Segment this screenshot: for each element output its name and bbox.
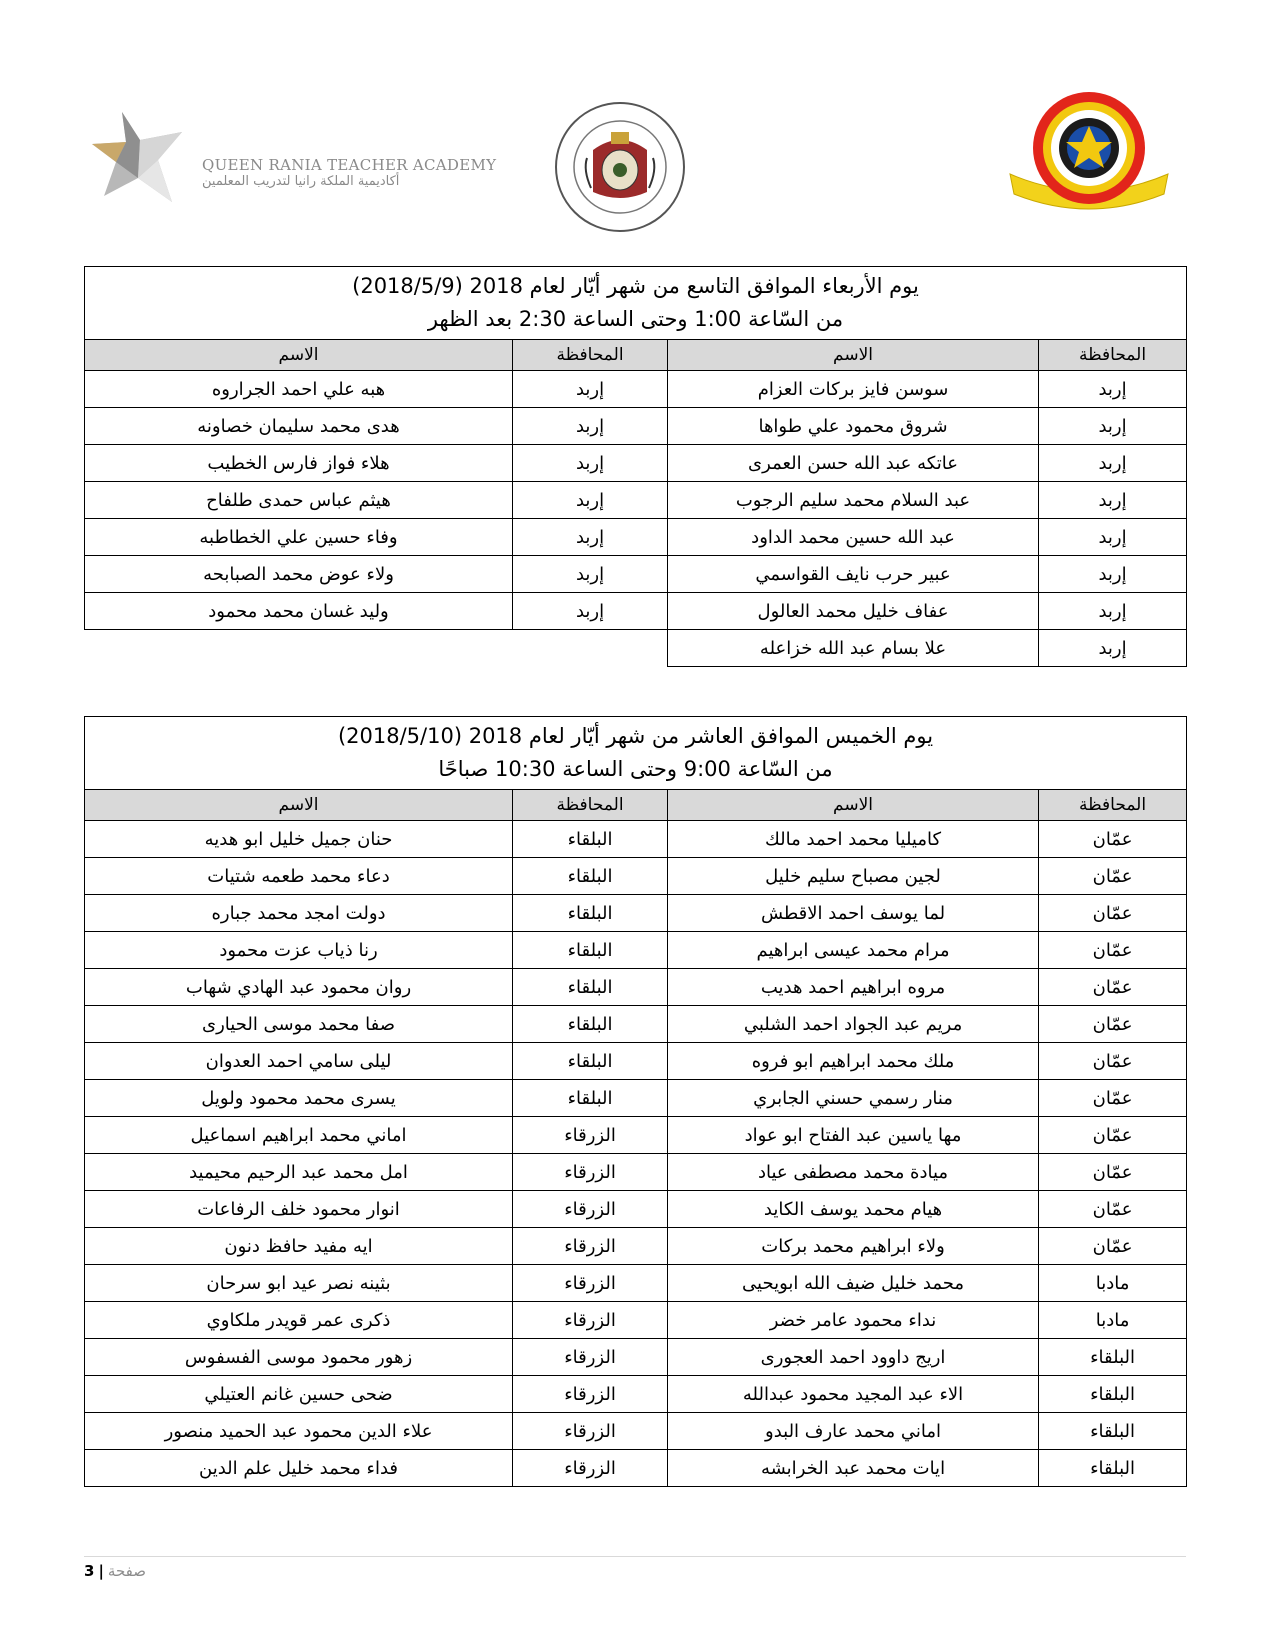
name-cell: نداء محمود عامر خضر — [668, 1302, 1039, 1339]
table-row — [85, 1154, 1187, 1191]
name-cell: روان محمود عبد الهادي شهاب — [85, 969, 513, 1006]
column-header-name: الاسم — [668, 340, 1039, 371]
province-cell: عمّان — [1039, 1043, 1187, 1080]
table-header-row — [85, 340, 1187, 371]
name-cell: ايه مفيد حافظ دنون — [85, 1228, 513, 1265]
name-cell: فداء محمد خليل علم الدين — [85, 1450, 513, 1487]
province-cell: الزرقاء — [513, 1450, 668, 1487]
academy-star-icon — [92, 110, 197, 210]
name-cell: ميادة محمد مصطفى عياد — [668, 1154, 1039, 1191]
province-cell: البلقاء — [1039, 1413, 1187, 1450]
province-cell: البلقاء — [513, 895, 668, 932]
page-footer — [84, 1562, 146, 1580]
province-cell: عمّان — [1039, 1191, 1187, 1228]
table-row — [85, 1117, 1187, 1154]
name-cell: انوار محمود خلف الرفاعات — [85, 1191, 513, 1228]
session-title — [85, 717, 1187, 790]
name-cell: هدى محمد سليمان خصاونه — [85, 408, 513, 445]
name-cell: ذكرى عمر قويدر ملكاوي — [85, 1302, 513, 1339]
province-cell: إربد — [1039, 482, 1187, 519]
province-cell: البلقاء — [513, 821, 668, 858]
name-cell: يسرى محمد محمود ولويل — [85, 1080, 513, 1117]
table-row — [85, 821, 1187, 858]
table-row — [85, 519, 1187, 556]
name-cell: هبه علي احمد الجراروه — [85, 371, 513, 408]
session-title — [85, 267, 1187, 340]
province-cell: إربد — [513, 519, 668, 556]
province-cell: البلقاء — [513, 1043, 668, 1080]
name-cell: صفا محمد موسى الحيارى — [85, 1006, 513, 1043]
table-row — [85, 1043, 1187, 1080]
name-cell: عبد السلام محمد سليم الرجوب — [668, 482, 1039, 519]
table-row — [85, 408, 1187, 445]
province-cell: عمّان — [1039, 1006, 1187, 1043]
ministry-of-education-emblem — [553, 100, 687, 234]
name-cell: شروق محمود علي طواها — [668, 408, 1039, 445]
name-cell: ملك محمد ابراهيم ابو فروه — [668, 1043, 1039, 1080]
province-cell: عمّان — [1039, 821, 1187, 858]
province-cell: الزرقاء — [513, 1117, 668, 1154]
province-cell: عمّان — [1039, 858, 1187, 895]
table-row — [85, 593, 1187, 630]
province-cell: الزرقاء — [513, 1339, 668, 1376]
province-cell: الزرقاء — [513, 1154, 668, 1191]
province-cell: عمّان — [1039, 1117, 1187, 1154]
name-cell: عبير حرب نايف القواسمي — [668, 556, 1039, 593]
name-cell: اريج داوود احمد العجورى — [668, 1339, 1039, 1376]
province-cell: الزرقاء — [513, 1191, 668, 1228]
column-header-province: المحافظة — [1039, 340, 1187, 371]
name-cell: مروه ابراهيم احمد هديب — [668, 969, 1039, 1006]
name-cell: بثينه نصر عيد ابو سرحان — [85, 1265, 513, 1302]
province-cell: الزرقاء — [513, 1265, 668, 1302]
province-cell: إربد — [1039, 556, 1187, 593]
province-cell: إربد — [513, 408, 668, 445]
page-word: صفحة — [107, 1562, 146, 1580]
name-cell: مرام محمد عيسى ابراهيم — [668, 932, 1039, 969]
name-cell: عبد الله حسين محمد الداود — [668, 519, 1039, 556]
province-cell: مادبا — [1039, 1302, 1187, 1339]
name-cell: ليلى سامي احمد العدوان — [85, 1043, 513, 1080]
table-row — [85, 1376, 1187, 1413]
name-cell: هيام محمد يوسف الكايد — [668, 1191, 1039, 1228]
name-cell: مريم عبد الجواد احمد الشلبي — [668, 1006, 1039, 1043]
table-row — [85, 1191, 1187, 1228]
column-header-name: الاسم — [668, 790, 1039, 821]
name-cell: وليد غسان محمد محمود — [85, 593, 513, 630]
province-cell: الزرقاء — [513, 1376, 668, 1413]
session-time: من السّاعة 9:00 وحتى الساعة 10:30 صباحًا — [438, 757, 833, 781]
footer-separator: | — [98, 1562, 104, 1580]
name-cell: مها ياسين عبد الفتاح ابو عواد — [668, 1117, 1039, 1154]
table-row — [85, 482, 1187, 519]
province-cell: الزرقاء — [513, 1413, 668, 1450]
province-cell: عمّان — [1039, 932, 1187, 969]
province-cell: البلقاء — [513, 1080, 668, 1117]
province-cell: إربد — [513, 556, 668, 593]
province-cell: إربد — [1039, 371, 1187, 408]
province-cell: البلقاء — [513, 858, 668, 895]
name-cell: عاتكه عبد الله حسن العمرى — [668, 445, 1039, 482]
page-number: 3 — [84, 1562, 95, 1580]
name-cell: منار رسمي حسني الجابري — [668, 1080, 1039, 1117]
province-cell: عمّان — [1039, 1154, 1187, 1191]
table-row — [85, 556, 1187, 593]
province-cell: إربد — [513, 371, 668, 408]
province-cell: الزرقاء — [513, 1302, 668, 1339]
session-table-thursday — [84, 716, 1187, 1487]
province-cell: البلقاء — [513, 932, 668, 969]
province-cell: البلقاء — [513, 969, 668, 1006]
name-cell: لجين مصباح سليم خليل — [668, 858, 1039, 895]
province-cell: عمّان — [1039, 969, 1187, 1006]
table-row — [85, 1450, 1187, 1487]
table-row — [85, 1228, 1187, 1265]
name-cell: ولاء عوض محمد الصبابحه — [85, 556, 513, 593]
name-cell: اماني محمد عارف البدو — [668, 1413, 1039, 1450]
table-row — [85, 969, 1187, 1006]
table-row — [85, 895, 1187, 932]
name-cell: ايات محمد عبد الخرابشه — [668, 1450, 1039, 1487]
province-cell: إربد — [1039, 445, 1187, 482]
table-row — [85, 1006, 1187, 1043]
name-cell: وفاء حسين علي الخطاطبه — [85, 519, 513, 556]
name-cell: زهور محمود موسى الفسفوس — [85, 1339, 513, 1376]
name-cell: اماني محمد ابراهيم اسماعيل — [85, 1117, 513, 1154]
name-cell: الاء عبد المجيد محمود عبدالله — [668, 1376, 1039, 1413]
empty-cell — [513, 630, 668, 667]
name-cell: دولت امجد محمد جباره — [85, 895, 513, 932]
civil-service-bureau-logo — [1004, 90, 1174, 220]
name-cell: علا بسام عبد الله خزاعله — [668, 630, 1039, 667]
column-header-name: الاسم — [85, 340, 513, 371]
column-header-province: المحافظة — [1039, 790, 1187, 821]
academy-name-arabic: أكاديمية الملكة رانيا لتدريب المعلمين — [202, 174, 400, 189]
province-cell: مادبا — [1039, 1265, 1187, 1302]
queen-rania-academy-logo — [92, 110, 497, 210]
empty-cell — [85, 630, 513, 667]
province-cell: البلقاء — [1039, 1376, 1187, 1413]
name-cell: سوسن فايز بركات العزام — [668, 371, 1039, 408]
province-cell: الزرقاء — [513, 1228, 668, 1265]
name-cell: عفاف خليل محمد العالول — [668, 593, 1039, 630]
session-date: يوم الخميس الموافق العاشر من شهر أيّار لعام 2018 (2018/5/10) — [337, 724, 934, 748]
column-header-province: المحافظة — [513, 790, 668, 821]
table-row — [85, 1080, 1187, 1117]
province-cell: عمّان — [1039, 1080, 1187, 1117]
name-cell: كاميليا محمد احمد مالك — [668, 821, 1039, 858]
academy-name-english: QUEEN RANIA TEACHER ACADEMY — [202, 156, 497, 174]
province-cell: عمّان — [1039, 895, 1187, 932]
table-row — [85, 1413, 1187, 1450]
province-cell: إربد — [513, 593, 668, 630]
table-row — [85, 630, 1187, 667]
table-row — [85, 1339, 1187, 1376]
name-cell: هيثم عباس حمدى طلفاح — [85, 482, 513, 519]
session-time: من السّاعة 1:00 وحتى الساعة 2:30 بعد الظهر — [427, 307, 844, 331]
name-cell: هلاء فواز فارس الخطيب — [85, 445, 513, 482]
province-cell: عمّان — [1039, 1228, 1187, 1265]
name-cell: امل محمد عبد الرحيم محيميد — [85, 1154, 513, 1191]
table-row — [85, 1302, 1187, 1339]
session-table-wednesday — [84, 266, 1187, 667]
table-header-row — [85, 790, 1187, 821]
province-cell: إربد — [513, 445, 668, 482]
logos-header — [0, 90, 1275, 230]
footer-divider — [84, 1556, 1186, 1557]
session-date: يوم الأربعاء الموافق التاسع من شهر أيّار لعام 2018 (2018/5/9) — [352, 274, 919, 298]
province-cell: إربد — [513, 482, 668, 519]
table-row — [85, 445, 1187, 482]
column-header-province: المحافظة — [513, 340, 668, 371]
province-cell: البلقاء — [1039, 1450, 1187, 1487]
table-row — [85, 932, 1187, 969]
province-cell: إربد — [1039, 630, 1187, 667]
name-cell: علاء الدين محمود عبد الحميد منصور — [85, 1413, 513, 1450]
name-cell: حنان جميل خليل ابو هديه — [85, 821, 513, 858]
province-cell: إربد — [1039, 519, 1187, 556]
table-row — [85, 858, 1187, 895]
province-cell: البلقاء — [513, 1006, 668, 1043]
name-cell: رنا ذياب عزت محمود — [85, 932, 513, 969]
province-cell: إربد — [1039, 408, 1187, 445]
table-row — [85, 1265, 1187, 1302]
province-cell: إربد — [1039, 593, 1187, 630]
name-cell: لما يوسف احمد الاقطش — [668, 895, 1039, 932]
name-cell: ضحى حسين غانم العتيلي — [85, 1376, 513, 1413]
name-cell: ولاء ابراهيم محمد بركات — [668, 1228, 1039, 1265]
table-row — [85, 371, 1187, 408]
province-cell: البلقاء — [1039, 1339, 1187, 1376]
name-cell: دعاء محمد طعمه شتيات — [85, 858, 513, 895]
column-header-name: الاسم — [85, 790, 513, 821]
name-cell: محمد خليل ضيف الله ابويحيى — [668, 1265, 1039, 1302]
